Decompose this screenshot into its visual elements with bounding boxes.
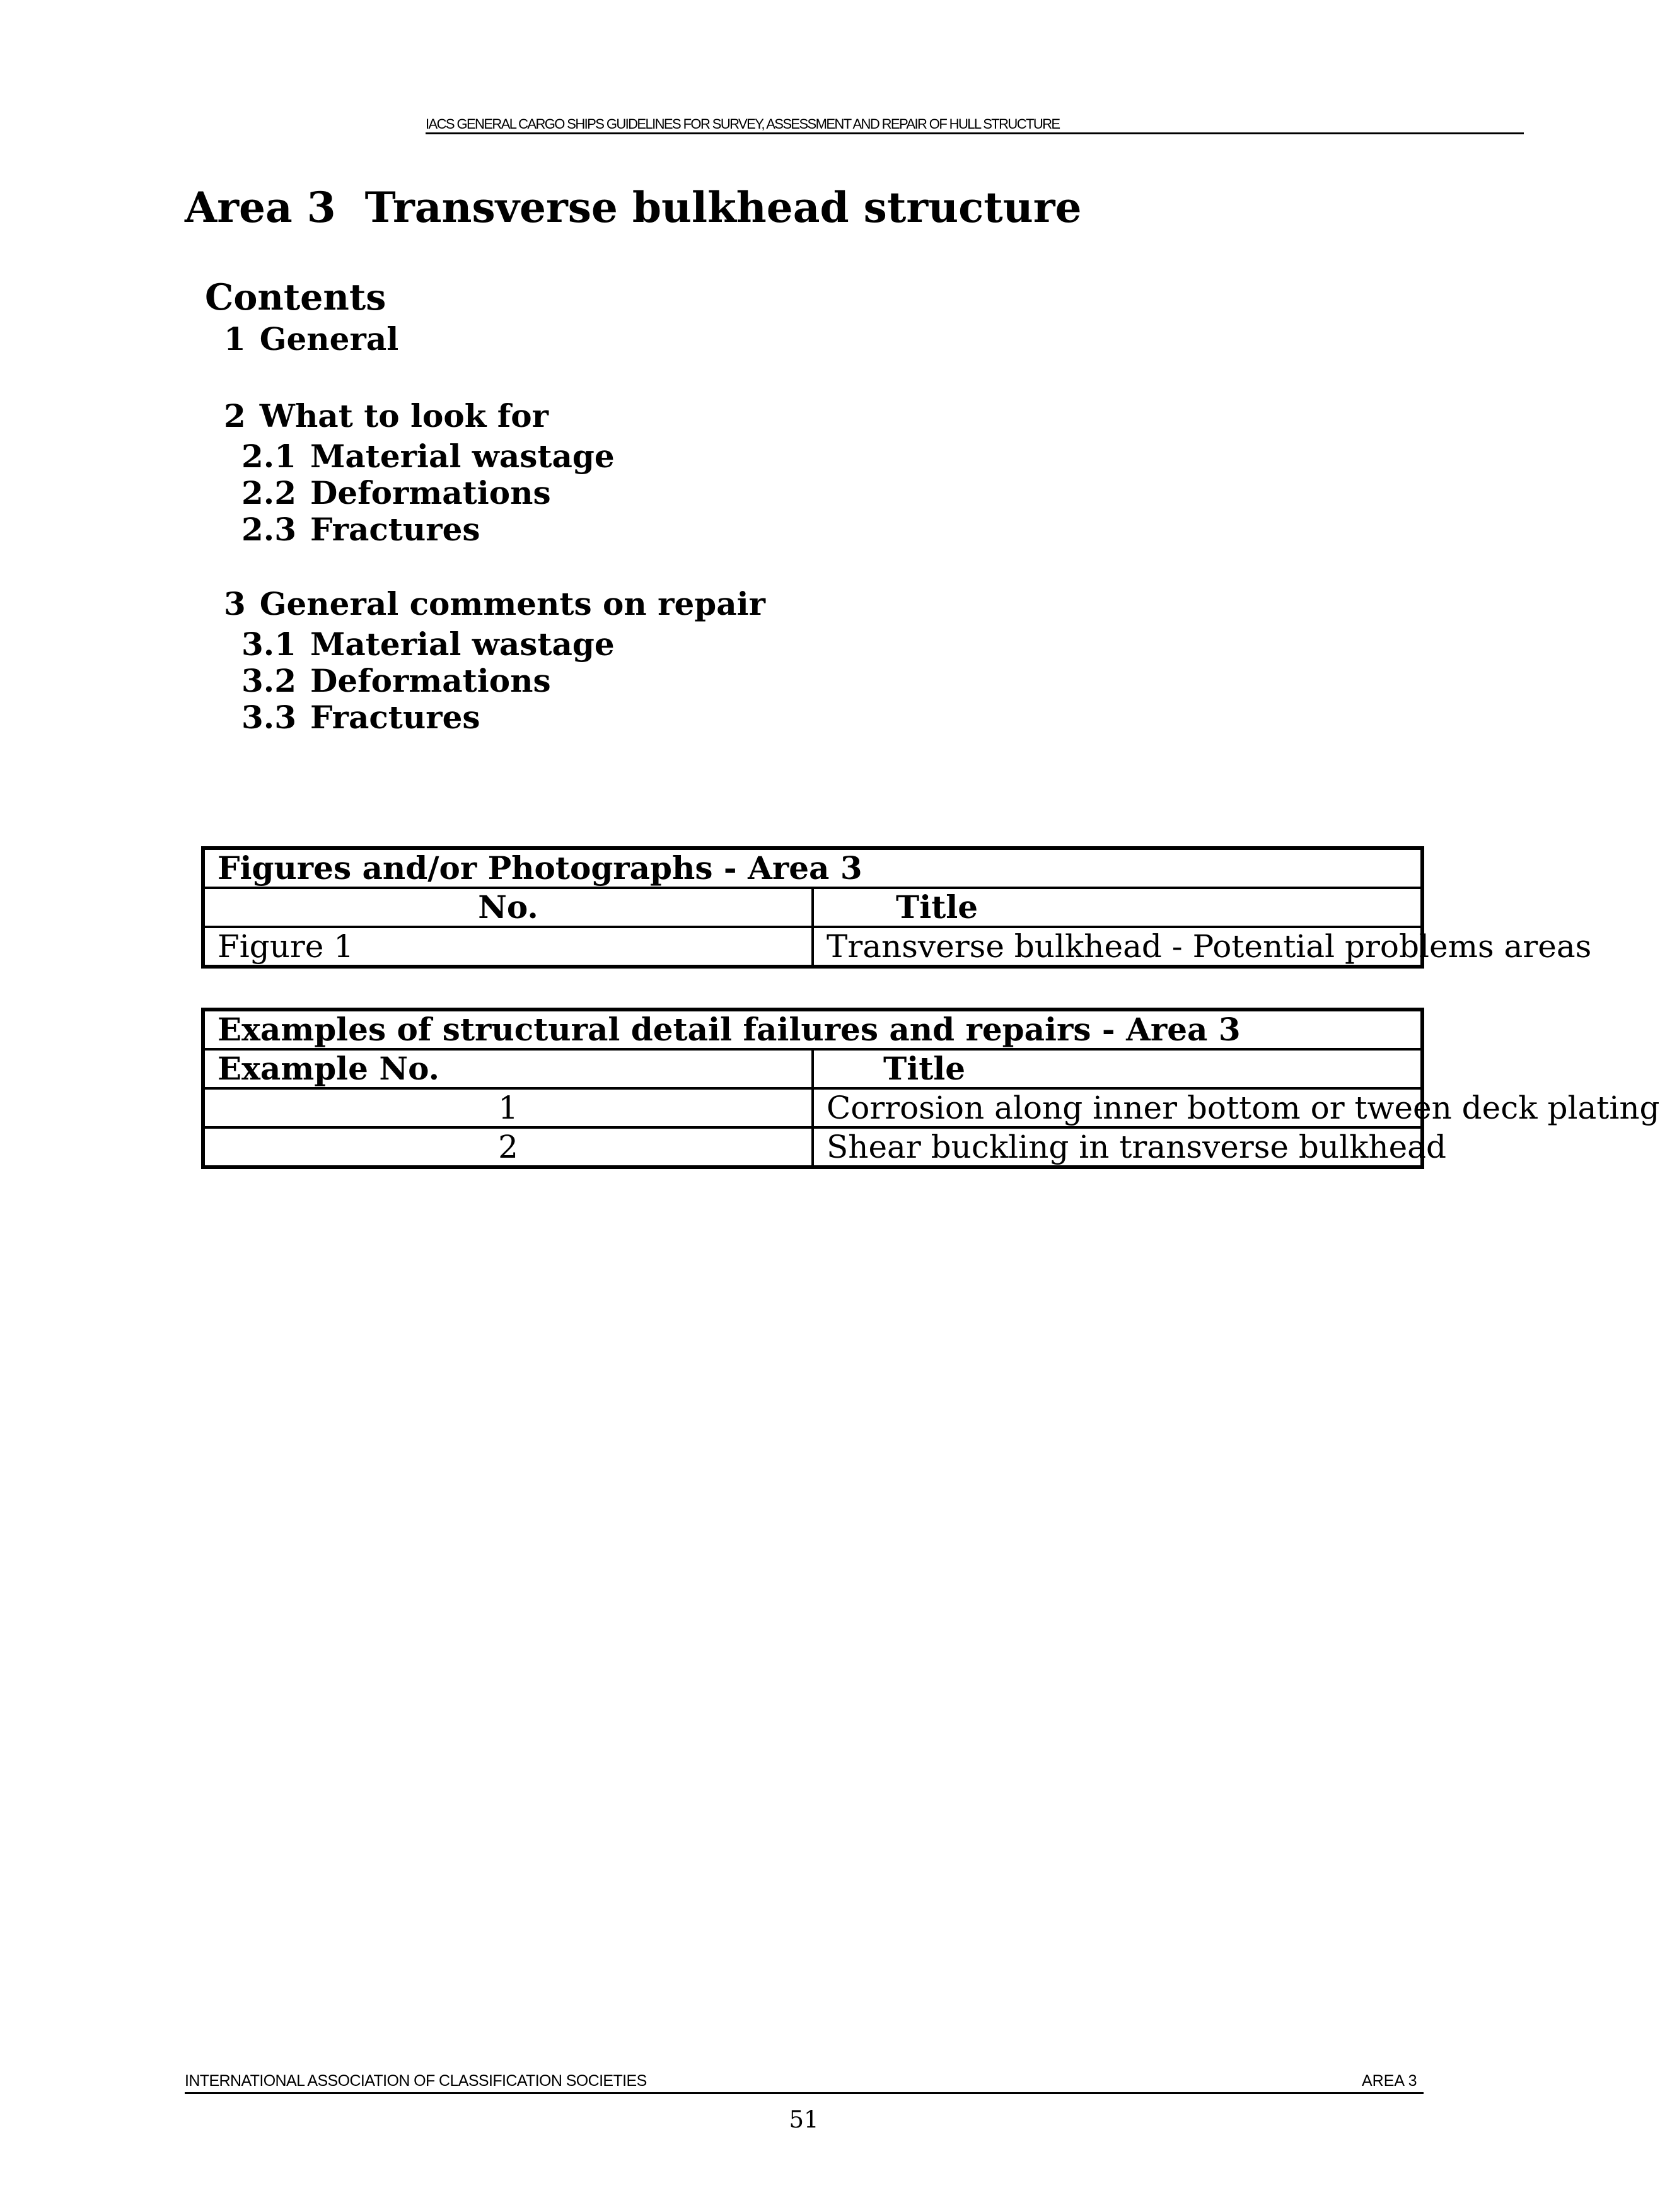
toc-item	[224, 397, 548, 434]
column-header-title: Title	[813, 888, 1422, 927]
examples-table-caption: Examples of structural detail failures and repairs - Area 3	[203, 1010, 1422, 1049]
figures-table	[201, 846, 1592, 969]
area-number: Area 3	[185, 183, 336, 232]
toc-item-number: 3	[224, 585, 246, 622]
toc-item	[224, 320, 398, 358]
column-header-example-no: Example No.	[203, 1049, 813, 1088]
figure-number-cell: Figure 1	[203, 927, 813, 967]
toc-item-number: 1	[224, 320, 246, 358]
contents-heading: Contents	[205, 276, 386, 318]
toc-item-label: Fractures	[310, 511, 480, 548]
column-header-title: Title	[813, 1049, 1422, 1088]
table-header-row	[203, 888, 1422, 927]
toc-item-label: General	[259, 320, 399, 358]
page-title	[185, 183, 1082, 232]
toc-item-number: 3.1	[241, 626, 296, 663]
toc-item-number: 2.2	[241, 474, 296, 511]
table-caption-row	[203, 1010, 1422, 1049]
table-caption-row	[203, 848, 1422, 888]
table-header-row	[203, 1049, 1422, 1088]
toc-item-number: 2.3	[241, 511, 296, 548]
example-title-cell: Shear buckling in transverse bulkhead	[813, 1127, 1422, 1167]
page-number: 51	[789, 2106, 819, 2133]
example-number-cell: 2	[203, 1127, 813, 1167]
toc-item-label: Deformations	[310, 474, 551, 511]
table-row	[203, 1088, 1422, 1127]
toc-item	[241, 438, 615, 475]
toc-item	[224, 585, 765, 622]
area-name: Transverse bulkhead structure	[364, 183, 1082, 232]
toc-item-label: What to look for	[259, 397, 548, 434]
toc-item-label: Material wastage	[310, 438, 615, 475]
footer-rule	[185, 2092, 1424, 2094]
figure-title-cell: Transverse bulkhead - Potential problems areas	[813, 927, 1422, 967]
example-title-cell: Corrosion along inner bottom or tween deck plating	[813, 1088, 1422, 1127]
footer-organization: INTERNATIONAL ASSOCIATION OF CLASSIFICATION SOCIETIES	[185, 2072, 647, 2090]
toc-item-number: 3.2	[241, 662, 296, 699]
header-rule	[426, 132, 1524, 134]
toc-item-number: 3.3	[241, 699, 296, 736]
toc-item-number: 2	[224, 397, 246, 434]
figures-table-caption: Figures and/or Photographs - Area 3	[203, 848, 1422, 888]
toc-item	[241, 474, 551, 511]
examples-table	[201, 1008, 1660, 1169]
toc-item-label: Fractures	[310, 699, 480, 736]
example-number-cell: 1	[203, 1088, 813, 1127]
toc-item-label: Deformations	[310, 662, 551, 699]
toc-item	[241, 662, 551, 699]
table-row	[203, 1127, 1422, 1167]
column-header-no: No.	[203, 888, 813, 927]
running-header: IACS GENERAL CARGO SHIPS GUIDELINES FOR SURVEY, ASSESSMENT AND REPAIR OF HULL STRUCTURE	[426, 116, 1060, 132]
table-row	[203, 927, 1422, 967]
footer-area-label: AREA 3	[1362, 2072, 1417, 2090]
toc-item	[241, 699, 480, 736]
toc-item	[241, 626, 615, 663]
toc-item	[241, 511, 480, 548]
toc-item-label: Material wastage	[310, 626, 615, 663]
toc-item-number: 2.1	[241, 438, 296, 475]
toc-item-label: General comments on repair	[259, 585, 765, 622]
